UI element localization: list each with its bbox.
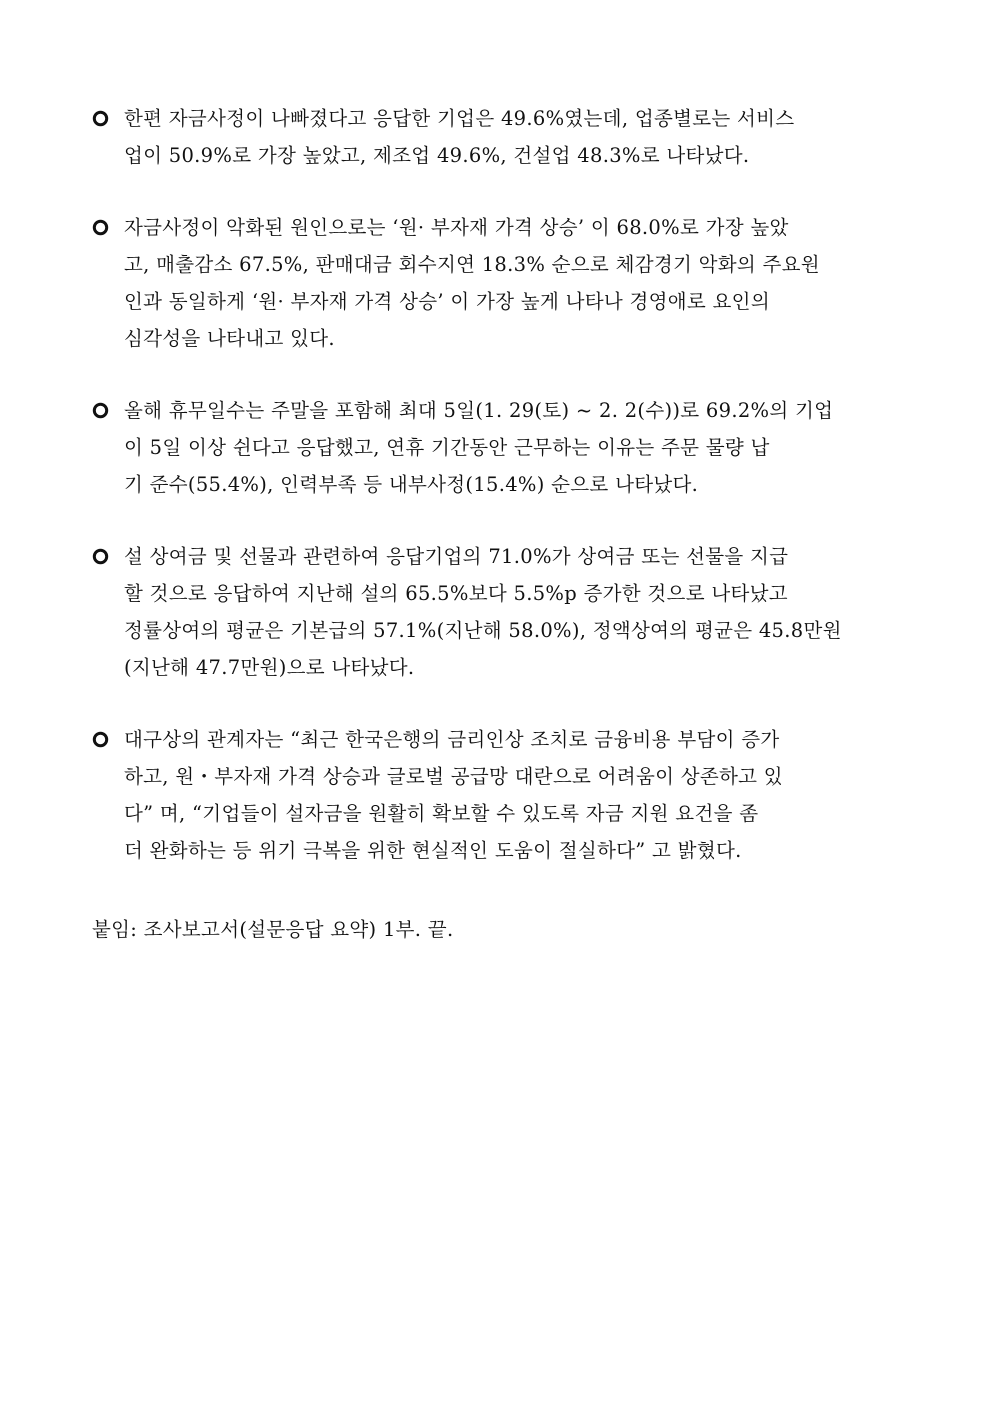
- bullet-text: 대구상의 관계자는 “최근 한국은행의 금리인상 조치로 금융비용 부담이 증가 하고, 원・부자재 가격 상승과 글로벌 공급망 대란으로 어려움이 상존하고 있 다” 며, “기업들이 설자금을 원활히 확보할 수 있도록 자금 지원 요건을 좀 더 완화하는 등 위기 극복을 위한 현실적인 도움이 절실하다” 고 밝혔다.: [124, 728, 783, 862]
- circle-bullet-icon: [92, 402, 109, 419]
- list-item: [92, 538, 904, 686]
- circle-bullet-icon: [92, 110, 109, 127]
- bullet-text: 자금사정이 악화된 원인으로는 ‘원· 부자재 가격 상승’ 이 68.0%로 가장 높았 고, 매출감소 67.5%, 판매대금 회수지연 18.3% 순으로 체감경기 악화의 주요원 인과 동일하게 ‘원· 부자재 가격 상승’ 이 가장 높게 나타나 경영애로 요인의 심각성을 나타내고 있다.: [124, 216, 820, 350]
- attachment-note: 붙임: 조사보고서(설문응답 요약) 1부. 끝.: [92, 918, 454, 941]
- circle-bullet-icon: [92, 219, 109, 236]
- bullet-list: [92, 100, 904, 904]
- list-item: [92, 100, 904, 174]
- bullet-text: 설 상여금 및 선물과 관련하여 응답기업의 71.0%가 상여금 또는 선물을 지급 할 것으로 응답하여 지난해 설의 65.5%보다 5.5%p 증가한 것으로 나타났고 정률상여의 평균은 기본급의 57.1%(지난해 58.0%), 정액상여의 평균은 45.8만원 (지난해 47.7만원)으로 나타났다.: [124, 545, 842, 679]
- list-item: [92, 392, 904, 503]
- list-item: [92, 209, 904, 357]
- bullet-text: 한편 자금사정이 나빠졌다고 응답한 기업은 49.6%였는데, 업종별로는 서비스 업이 50.9%로 가장 높았고, 제조업 49.6%, 건설업 48.3%로 나타났다.: [124, 107, 795, 167]
- list-item: [92, 721, 904, 869]
- bullet-text: 올해 휴무일수는 주말을 포함해 최대 5일(1. 29(토) ~ 2. 2(수))로 69.2%의 기업 이 5일 이상 쉰다고 응답했고, 연휴 기간동안 근무하는 이유는 주문 물량 납 기 준수(55.4%), 인력부족 등 내부사정(15.4%) 순으로 나타났다.: [124, 399, 834, 496]
- circle-bullet-icon: [92, 731, 109, 748]
- circle-bullet-icon: [92, 548, 109, 565]
